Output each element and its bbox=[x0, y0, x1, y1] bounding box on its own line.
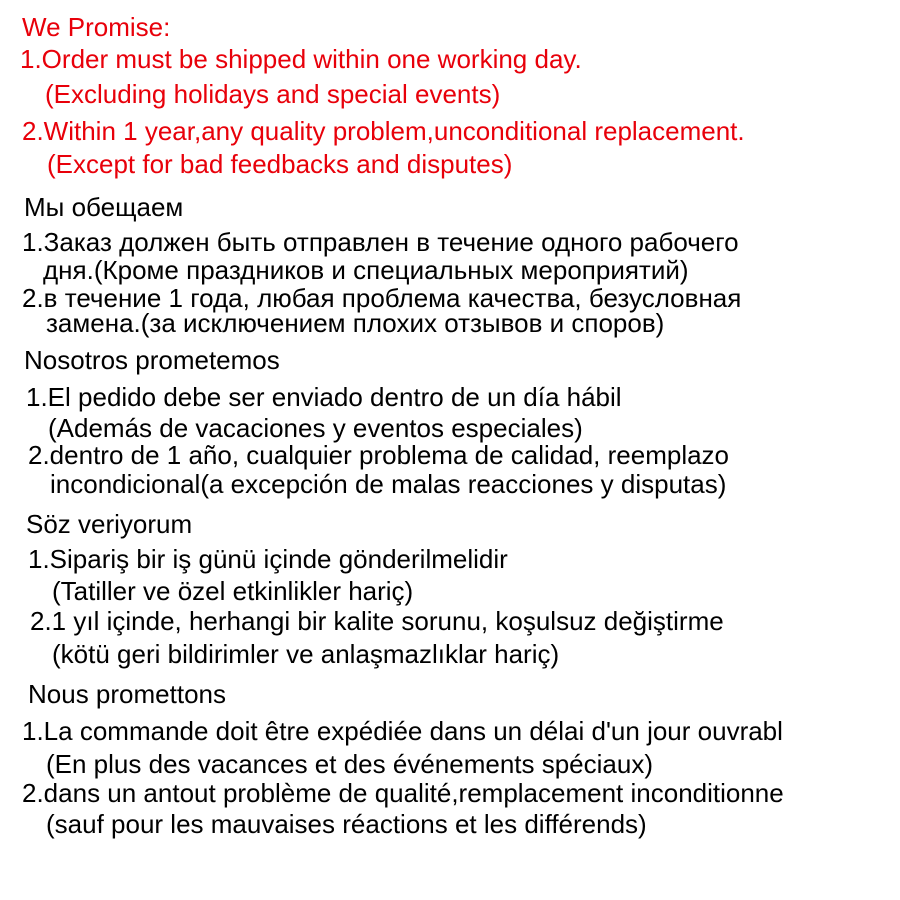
turkish-item-2: 2.1 yıl içinde, herhangi bir kalite sorunu, koşulsuz değiştirme bbox=[30, 606, 724, 636]
spanish-heading: Nosotros prometemos bbox=[24, 345, 280, 375]
english-item-1-note: (Excluding holidays and special events) bbox=[45, 79, 501, 109]
french-item-2: 2.dans un antout problème de qualité,remplacement inconditionne bbox=[22, 778, 784, 808]
english-item-2: 2.Within 1 year,any quality problem,unconditional replacement. bbox=[22, 116, 745, 146]
turkish-item-1-note: (Tatiller ve özel etkinlikler hariç) bbox=[52, 576, 414, 606]
spanish-item-2: 2.dentro de 1 año, cualquier problema de calidad, reemplazo bbox=[28, 440, 730, 470]
english-heading: We Promise: bbox=[22, 12, 171, 42]
russian-item-1: 1.Заказ должен быть отправлен в течение одного рабочего bbox=[22, 227, 739, 257]
spanish-item-1-note: (Además de vacaciones y eventos especiales) bbox=[48, 413, 583, 443]
russian-item-2: 2.в течение 1 года, любая проблема качества, безусловная bbox=[22, 283, 742, 313]
french-item-1: 1.La commande doit être expédiée dans un délai d'un jour ouvrabl bbox=[22, 716, 783, 746]
russian-item-1-cont: дня.(Кроме праздников и специальных мероприятий) bbox=[43, 255, 689, 285]
russian-heading: Мы обещаем bbox=[24, 192, 184, 222]
turkish-heading: Söz veriyorum bbox=[26, 509, 193, 539]
english-item-2-note: (Except for bad feedbacks and disputes) bbox=[47, 149, 513, 179]
russian-item-2-cont: замена.(за исключением плохих отзывов и споров) bbox=[46, 308, 665, 338]
french-item-1-note: (En plus des vacances et des événements spéciaux) bbox=[46, 749, 654, 779]
spanish-item-1: 1.El pedido debe ser enviado dentro de un día hábil bbox=[26, 382, 622, 412]
spanish-item-2-cont: incondicional(a excepción de malas reacciones y disputas) bbox=[50, 469, 727, 499]
french-heading: Nous promettons bbox=[28, 679, 226, 709]
french-item-2-note: (sauf pour les mauvaises réactions et les différends) bbox=[46, 809, 647, 839]
turkish-item-2-note: (kötü geri bildirimler ve anlaşmazlıklar hariç) bbox=[52, 639, 560, 669]
english-item-1: 1.Order must be shipped within one working day. bbox=[20, 44, 582, 74]
turkish-item-1: 1.Sipariş bir iş günü içinde gönderilmelidir bbox=[28, 544, 508, 574]
